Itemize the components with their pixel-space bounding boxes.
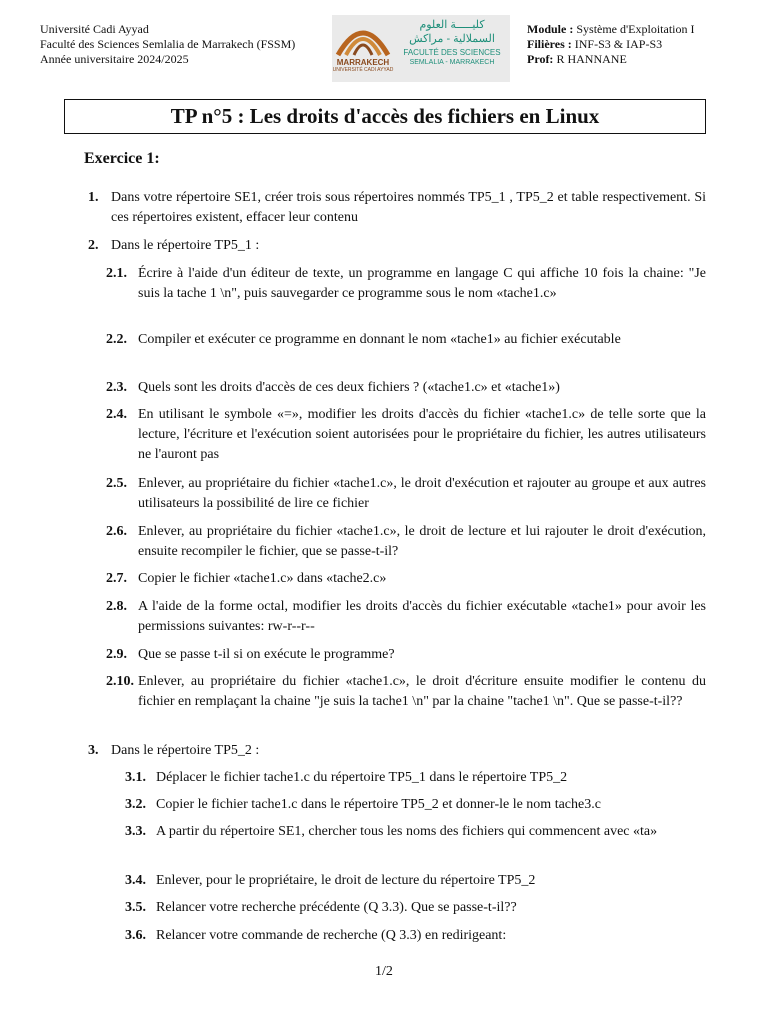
academic-year: Année universitaire 2024/2025 — [40, 52, 189, 66]
item-number: 3.2. — [125, 797, 146, 812]
item-text: Enlever, au propriétaire du fichier «tache1.c», le droit d'écriture ensuite modifier le contenu du fichier en remplaçant la chaine "je suis la tache1 \n" par la chaine "tache1 \n". Que se passe-t-il?? — [138, 674, 706, 709]
item-text: En utilisant le symbole «=», modifier les droits d'accès du fichier «tache1.c» de telle sorte que la lecture, l'écriture et l'exécution soient autorisées pour le propriétaire du fichier, les autres utilisateurs ne l'auront pas — [138, 407, 706, 462]
item-text: A l'aide de la forme octal, modifier les droits d'accès du fichier exécutable «tache1» pour avoir les permissions suivantes: rw-r--r-- — [138, 599, 706, 634]
item-number: 2.3. — [106, 380, 127, 395]
item-text: Que se passe t-il si on exécute le programme? — [138, 647, 395, 662]
logo-arabic-line-2: السملالية - مراكش — [409, 33, 495, 45]
item-number: 2.4. — [106, 407, 127, 422]
filieres-line: Filières : INF-S3 & IAP-S3 — [527, 37, 663, 51]
item-text: Écrire à l'aide d'un éditeur de texte, un programme en langage C qui affiche 10 fois la chaine: "Je suis la tache 1 \n", puis sauvegarder ce programme sous le nom «tache1.c» — [138, 266, 706, 301]
item-number: 2.6. — [106, 524, 127, 539]
arch-emblem-icon — [332, 15, 394, 59]
item-number: 2.10. — [106, 674, 134, 689]
faculty-name: Faculté des Sciences Semlalia de Marrakech (FSSM) — [40, 37, 296, 51]
exercise-heading: Exercice 1: — [84, 150, 160, 167]
item-number: 2.5. — [106, 476, 127, 491]
item-number: 2.8. — [106, 599, 127, 614]
item-number: 2.7. — [106, 571, 127, 586]
logo-left-sub: UNIVERSITÉ CADI AYYAD — [332, 67, 394, 73]
module-line: Module : Système d'Exploitation I — [527, 22, 695, 36]
logo-french-line-2: SEMLALIA - MARRAKECH — [409, 59, 495, 66]
item-number: 2. — [88, 238, 99, 253]
logo-arabic-line-1: كليـــــة العلوم — [419, 19, 485, 31]
item-text: Copier le fichier tache1.c dans le répertoire TP5_2 et donner-le le nom tache3.c — [156, 797, 601, 812]
item-text: A partir du répertoire SE1, chercher tous les noms des fichiers qui commencent avec «ta» — [156, 824, 658, 839]
item-number: 2.2. — [106, 332, 127, 347]
item-number: 2.9. — [106, 647, 127, 662]
page-number: 1/2 — [375, 964, 393, 979]
item-number: 3.5. — [125, 900, 146, 915]
faculty-logo — [332, 15, 510, 82]
item-text: Quels sont les droits d'accès de ces deux fichiers ? («tache1.c» et «tache1») — [138, 380, 560, 395]
item-number: 3.3. — [125, 824, 146, 839]
course-info — [527, 22, 695, 67]
item-text: Enlever, pour le propriétaire, le droit de lecture du répertoire TP5_2 — [156, 873, 536, 888]
logo-left-text: MARRAKECH — [336, 58, 390, 67]
item-text: Enlever, au propriétaire du fichier «tache1.c», le droit d'exécution et rajouter au groupe et aux autres utilisateurs la possibilité de lire ce fichier — [138, 476, 706, 511]
university-emblem — [332, 15, 394, 82]
item-number: 3.6. — [125, 928, 146, 943]
item-number: 2.1. — [106, 266, 127, 281]
item-text: Dans votre répertoire SE1, créer trois sous répertoires nommés TP5_1 , TP5_2 et table respectivement. Si ces répertoires existent, effacer leur contenu — [111, 190, 706, 225]
faculty-wordmark — [396, 19, 508, 67]
item-text: Dans le répertoire TP5_1 : — [111, 238, 260, 253]
item-text: Dans le répertoire TP5_2 : — [111, 743, 260, 758]
university-name: Université Cadi Ayyad — [40, 22, 149, 36]
item-text: Compiler et exécuter ce programme en donnant le nom «tache1» au fichier exécutable — [138, 332, 621, 347]
item-text: Relancer votre commande de recherche (Q 3.3) en redirigeant: — [156, 928, 507, 943]
item-text: Enlever, au propriétaire du fichier «tache1.c», le droit de lecture et lui rajouter le droit d'exécution, ensuite recompiler le fichier, que se passe-t-il? — [138, 524, 706, 559]
prof-line: Prof: R HANNANE — [527, 52, 627, 66]
page-title: TP n°5 : Les droits d'accès des fichiers en Linux — [64, 99, 706, 134]
logo-french-line-1: FACULTÉ DES SCIENCES — [403, 48, 501, 57]
institution-header — [40, 22, 295, 67]
item-number: 1. — [88, 190, 99, 205]
item-number: 3.4. — [125, 873, 146, 888]
item-number: 3. — [88, 743, 99, 758]
item-text: Copier le fichier «tache1.c» dans «tache2.c» — [138, 571, 387, 586]
item-text: Relancer votre recherche précédente (Q 3.3). Que se passe-t-il?? — [156, 900, 517, 915]
item-number: 3.1. — [125, 770, 146, 785]
item-text: Déplacer le fichier tache1.c du répertoire TP5_1 dans le répertoire TP5_2 — [156, 770, 568, 785]
